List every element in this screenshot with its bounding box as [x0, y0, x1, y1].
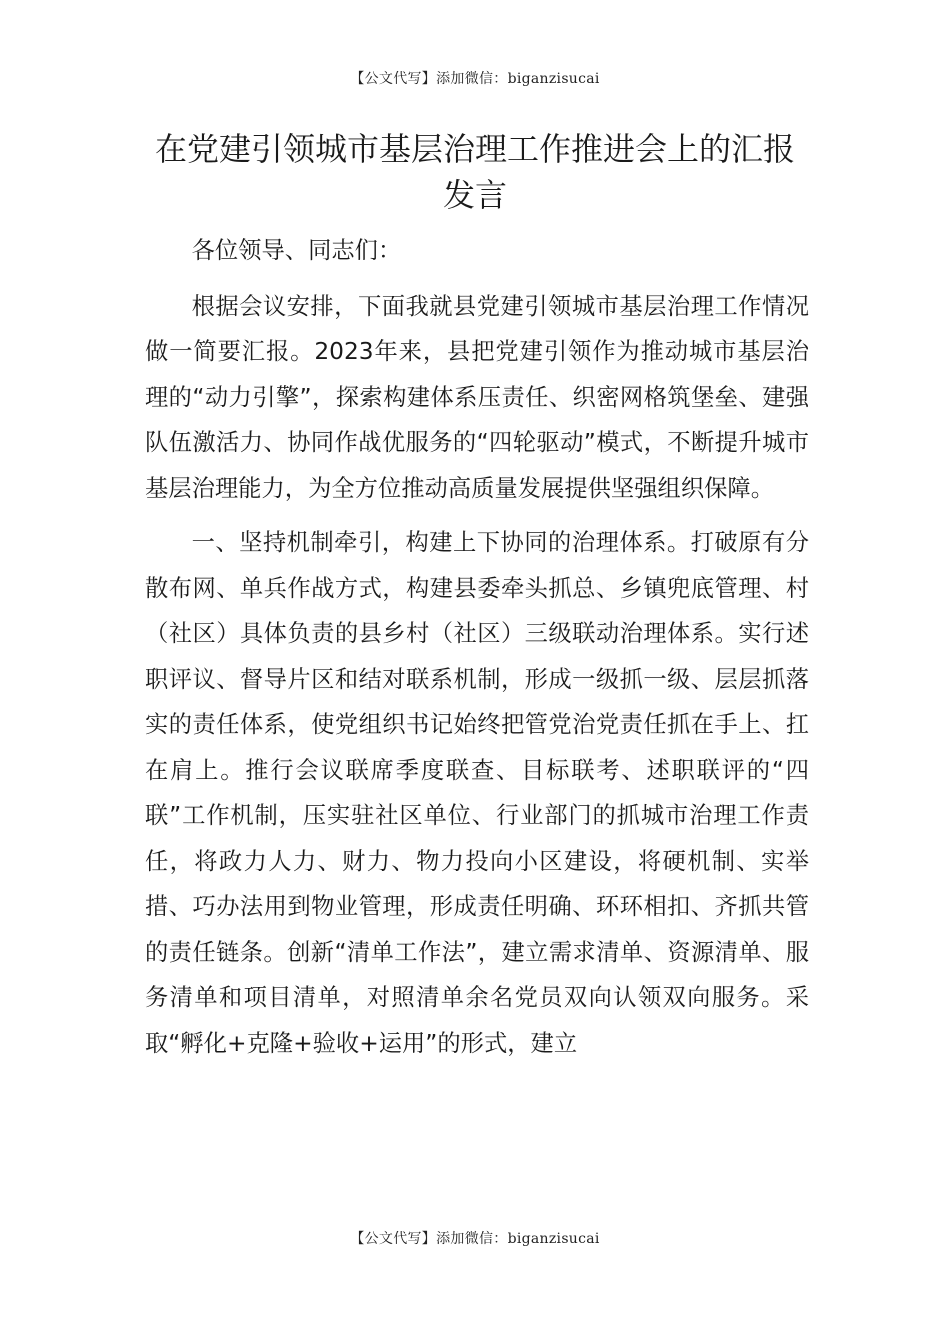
salutation: 各位领导、同志们：: [191, 237, 402, 264]
page-footer: 【公文代写】添加微信：biganzisucai: [350, 1231, 600, 1247]
page-header: 【公文代写】添加微信：biganzisucai: [350, 71, 600, 87]
document-title: 在党建引领城市基层治理工作推进会上的汇报发言: [154, 130, 795, 214]
document-body: [145, 228, 809, 1075]
paragraph-intro: 根据会议安排，下面我就县党建引领城市基层治理工作情况做一简要汇报。2023年来，县把党建引领作为推动城市基层治理的“动力引擎”，探索构建体系压责任、织密网格筑堡垒、建强队伍激活力、协同作战优服务的“四轮驱动”模式，不断提升城市基层治理能力，为全方位推动高质量发展提供坚强组织保障。: [145, 292, 809, 502]
paragraph-section-one: 一、坚持机制牵引，构建上下协同的治理体系。打破原有分散布网、单兵作战方式，构建县委牵头抓总、乡镇兜底管理、村（社区）具体负责的县乡村（社区）三级联动治理体系。实行述职评议、督导片区和结对联系机制，形成一级抓一级、层层抓落实的责任体系，使党组织书记始终把管党治党责任抓在手上、扛在肩上。推行会议联席季度联查、目标联考、述职联评的“四联”工作机制，压实驻社区单位、行业部门的抓城市治理工作责任，将政力人力、财力、物力投向小区建设，将硬机制、实举措、巧办法用到物业管理，形成责任明确、环环相扣、齐抓共管的责任链条。创新“清单工作法”，建立需求清单、资源清单、服务清单和项目清单，对照清单余名党员双向认领双向服务。采取“孵化+克隆+验收+运用”的形式，建立: [145, 529, 809, 1057]
